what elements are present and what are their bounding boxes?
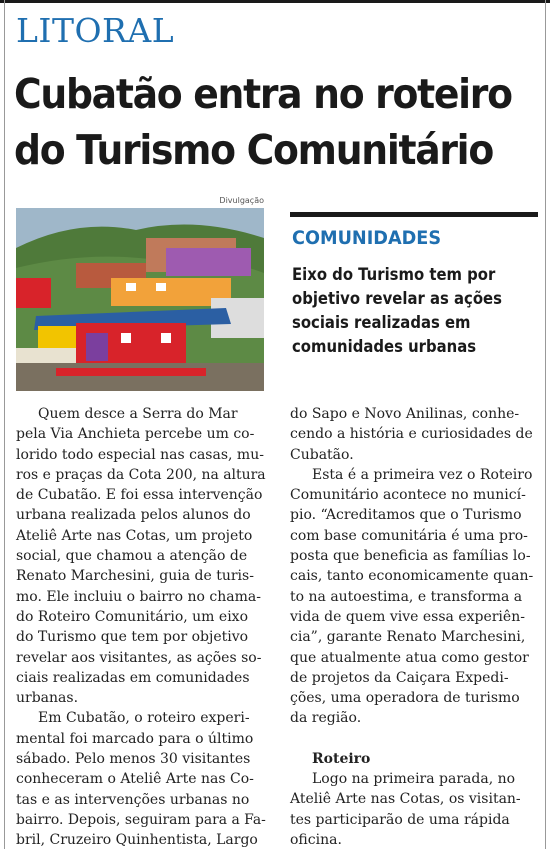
body-text-line: de Cubatão. E foi essa intervenção: [16, 487, 263, 504]
body-text-line: ciais realizadas em comunidades: [16, 669, 250, 686]
body-text-line: oficina.: [290, 831, 342, 848]
body-text-line: conheceram o Ateliê Arte nas Co-: [16, 771, 254, 788]
deck-line: comunidades urbanas: [292, 337, 477, 356]
body-text-line: sábado. Pelo menos 30 visitantes: [16, 751, 251, 768]
body-text-line: Cubatão.: [290, 446, 354, 463]
section-label: LITORAL: [16, 11, 175, 50]
headline-line-2: do Turismo Comunitário: [14, 126, 493, 174]
body-text-line: ros e praças da Cota 200, na altura: [16, 466, 266, 483]
body-column-right: [290, 404, 538, 849]
body-text-line: social, que chamou a atenção de: [16, 548, 248, 565]
body-text-line: ções, uma operadora de turismo: [290, 690, 520, 707]
body-text-line: Ateliê Arte nas Cotas, um projeto: [16, 527, 253, 544]
body-text-line: do Turismo que tem por objetivo: [16, 629, 249, 646]
body-text-line: Em Cubatão, o roteiro experi-: [38, 710, 250, 727]
body-column-left: [16, 404, 266, 849]
colorful-houses-image: [16, 208, 264, 391]
body-text-line: revelar aos visitantes, as ações so-: [16, 649, 262, 666]
deck-line: Eixo do Turismo tem por: [292, 265, 496, 284]
headline-line-1: Cubatão entra no roteiro: [14, 70, 512, 118]
article-photo: [16, 208, 264, 391]
body-text-line: de projetos da Caiçara Expedi-: [290, 669, 509, 686]
body-text-line: urbanas.: [16, 690, 79, 707]
body-text-line: Quem desce a Serra do Mar: [38, 406, 238, 422]
right-border: [545, 0, 546, 849]
body-text-line: urbana realizada pelos alunos do: [16, 507, 251, 524]
body-text-line: da região.: [290, 710, 362, 727]
body-text-line: do Roteiro Comunitário, um eixo: [16, 608, 248, 625]
headline: [14, 66, 512, 178]
body-text-line: lorido todo especial nas casas, mu-: [16, 446, 264, 463]
paragraph-gap: [290, 729, 538, 749]
body-text-line: Comunitário acontece no municí-: [290, 487, 526, 504]
body-text-line: Logo na primeira parada, no: [312, 771, 516, 788]
sidebar-rule: [290, 212, 538, 217]
sidebar-deck: [292, 263, 542, 359]
body-text-line: Ateliê Arte nas Cotas, os visitan-: [290, 791, 521, 808]
body-text-line: que atualmente atua como gestor: [290, 649, 529, 666]
body-text-line: to na autoestima, e transforma a: [290, 588, 523, 605]
body-text-line: Renato Marchesini, guia de turis-: [16, 568, 254, 585]
body-text-line: cendo a história e curiosidades de: [290, 426, 533, 443]
body-text-line: pela Via Anchieta percebe um co-: [16, 426, 255, 443]
body-text-line: mental foi marcado para o último: [16, 730, 254, 747]
body-text-line: tes participarão de uma rápida: [290, 811, 510, 828]
body-text-line: vida de quem vive essa experiên-: [290, 608, 525, 625]
sidebar-kicker: COMUNIDADES: [292, 227, 442, 249]
body-text-line: bairro. Depois, seguiram para a Fa-: [16, 811, 266, 828]
photo-credit: Divulgação: [219, 196, 264, 205]
left-border: [4, 0, 5, 849]
body-text-line: tas e as intervenções urbanas no: [16, 791, 250, 808]
top-rule: [0, 0, 550, 3]
deck-line: sociais realizadas em: [292, 313, 471, 332]
body-text-line: posta que beneficia as famílias lo-: [290, 548, 531, 565]
body-text-line: do Sapo e Novo Anilinas, conhe-: [290, 406, 520, 422]
body-text-line: bril, Cruzeiro Quinhentista, Largo: [16, 832, 258, 849]
deck-line: objetivo revelar as ações: [292, 289, 502, 308]
body-text-line: pio. “Acreditamos que o Turismo: [290, 507, 522, 524]
subhead-roteiro: Roteiro: [312, 750, 371, 767]
body-text-line: cais, tanto economicamente quan-: [290, 568, 534, 585]
body-text-line: cia”, garante Renato Marchesini,: [290, 629, 526, 646]
body-text-line: com base comunitária é uma pro-: [290, 527, 528, 544]
body-text-line: Esta é a primeira vez o Roteiro: [312, 466, 533, 483]
body-text-line: mo. Ele incluiu o bairro no chama-: [16, 588, 261, 605]
